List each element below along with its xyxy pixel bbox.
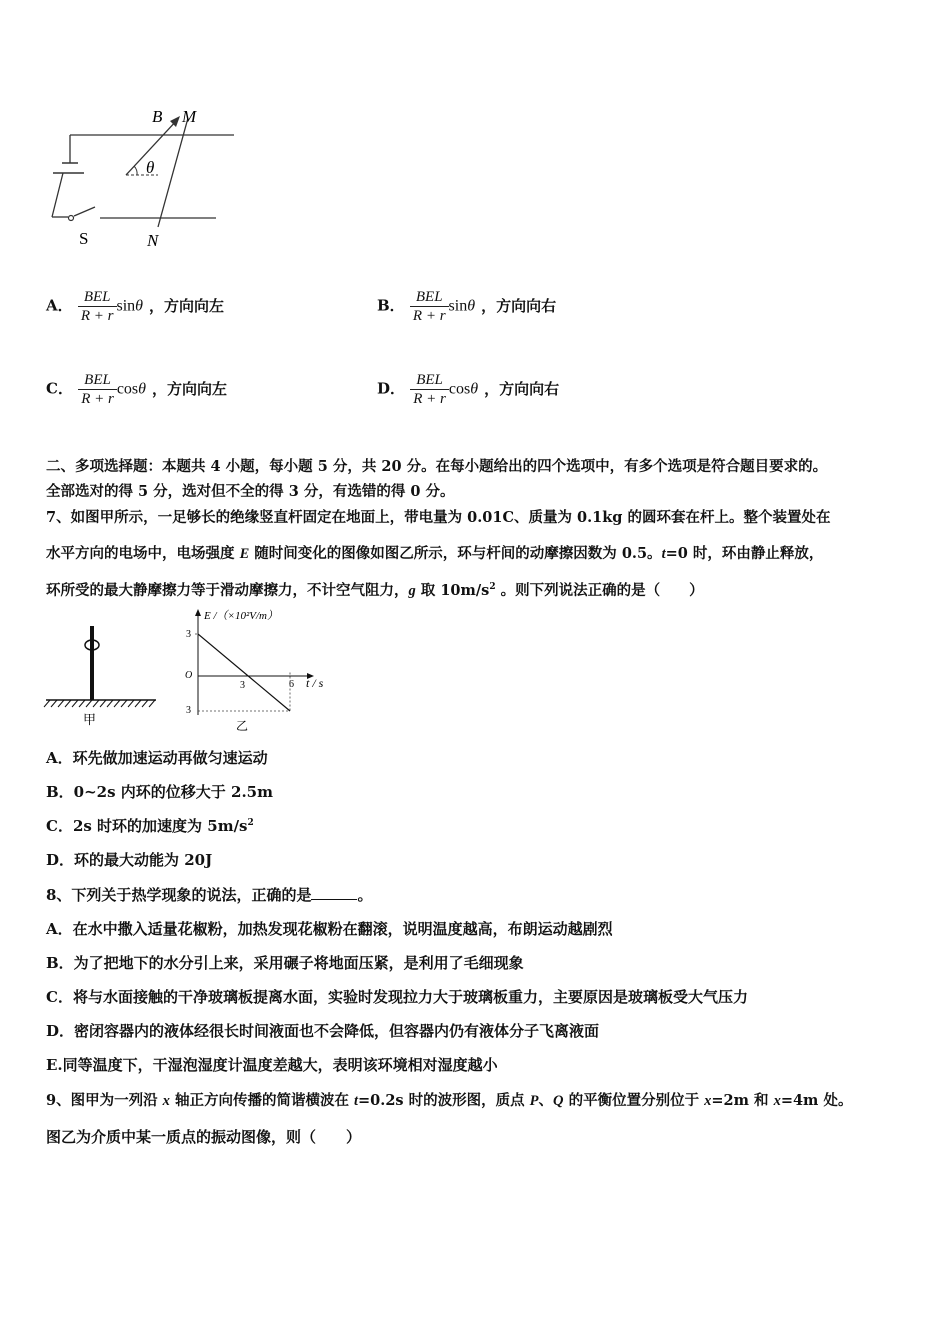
denominator: R + r xyxy=(412,308,446,324)
x-tick-3: 3 xyxy=(240,680,245,691)
symbol-e: E xyxy=(239,546,250,562)
text-run: =0 时，环由静止释放， xyxy=(665,545,824,562)
symbol-p: P xyxy=(529,1093,539,1109)
superscript: 2 xyxy=(489,582,496,593)
text-run: C．2s 时环的加速度为 5m/s xyxy=(46,817,248,835)
superscript: 2 xyxy=(247,818,254,828)
option-d[interactable] xyxy=(377,371,559,408)
q8-option-c[interactable]: C．将与水面接触的干净玻璃板提离水面，实验时发现拉力大于玻璃板重力，主要原因是玻璃板受大气压力 xyxy=(46,988,748,1006)
angle-symbol: θ xyxy=(138,380,146,398)
trig-term xyxy=(117,298,144,315)
label-n: N xyxy=(147,231,159,250)
text-run: =4m 处。 xyxy=(780,1092,853,1109)
option-c[interactable] xyxy=(46,371,227,408)
x-tick-6: 6 xyxy=(289,679,294,690)
option-letter: B． xyxy=(377,296,405,315)
option-b[interactable] xyxy=(377,288,556,325)
symbol-t: t xyxy=(354,1093,359,1109)
text-run: 8、下列关于热学现象的说法，正确的是 xyxy=(46,886,312,904)
y-tick-bottom: 3 xyxy=(186,705,191,716)
y-axis-label: E /（×10²V/m） xyxy=(204,610,278,622)
q8-option-a[interactable]: A．在水中撒入适量花椒粉，加热发现花椒粉在翻滚，说明温度越高，布朗运动越剧烈 xyxy=(46,920,613,938)
q8-stem xyxy=(46,884,372,905)
q7-stem-line1: 7、如图甲所示，一足够长的绝缘竖直杆固定在地面上，带电量为 0.01C、质量为 0.1kg 的圆环套在杆上。整个装置处在 xyxy=(46,509,831,526)
denominator: R + r xyxy=(81,391,114,407)
x-axis-label: t / s xyxy=(306,676,324,690)
trig-func: sin xyxy=(116,297,136,315)
q7-option-c[interactable] xyxy=(46,815,254,836)
symbol-g: g xyxy=(408,583,416,599)
symbol-t: t xyxy=(661,546,666,562)
numerator: BEL xyxy=(78,371,117,390)
trig-func: cos xyxy=(116,380,139,398)
origin-label: O xyxy=(185,670,193,681)
switch-pivot xyxy=(69,216,74,221)
figure-jia xyxy=(40,620,165,730)
symbol-x: x xyxy=(162,1093,170,1109)
option-a[interactable] xyxy=(46,288,224,325)
switch-blade xyxy=(74,207,95,216)
label-b: B xyxy=(152,107,163,126)
ground-hatch xyxy=(44,700,155,707)
section-heading-line2: 全部选对的得 5 分，选对但不全的得 3 分，有选错的得 0 分。 xyxy=(46,483,455,500)
q8-option-e[interactable]: E.同等温度下，干湿泡湿度计温度差越大，表明该环境相对湿度越小 xyxy=(46,1056,498,1074)
angle-symbol: θ xyxy=(470,380,479,398)
option-tail: ，方向向左 xyxy=(149,296,225,315)
e-t-series-line xyxy=(198,634,290,711)
q8-option-b[interactable]: B．为了把地下的水分引上来，采用碾子将地面压紧，是利用了毛细现象 xyxy=(46,954,524,972)
trig-term xyxy=(449,298,476,315)
option-tail: ，方向向右 xyxy=(484,379,560,398)
text-run: 水平方向的电场中，电场强度 xyxy=(46,545,240,562)
y-axis-arrow xyxy=(195,609,201,616)
numerator: BEL xyxy=(410,371,449,390)
option-tail: ，方向向右 xyxy=(481,296,557,315)
section-heading-line1: 二、多项选择题：本题共 4 小题，每小题 5 分，共 20 分。在每小题给出的四个选项中，有多个选项是符合题目要求的。 xyxy=(46,458,828,475)
trig-term xyxy=(117,381,146,398)
option-letter: C． xyxy=(46,379,73,398)
symbol-q: Q xyxy=(553,1093,564,1109)
text-run: 。则下列说法正确的是（ ） xyxy=(495,582,704,599)
symbol-x: x xyxy=(704,1093,712,1109)
text-run: 。 xyxy=(357,886,373,904)
circuit-diagram xyxy=(40,105,250,250)
q7-stem-line2 xyxy=(46,542,823,563)
text-run: =0.2s 时的波形图，质点 xyxy=(358,1092,530,1109)
trig-func: sin xyxy=(448,297,468,315)
q9-stem-line1 xyxy=(46,1089,852,1110)
text-run: 、 xyxy=(538,1092,554,1109)
numerator: BEL xyxy=(78,288,117,307)
text-run: 取 10m/s xyxy=(415,582,490,599)
fraction xyxy=(78,371,117,408)
symbol-x: x xyxy=(773,1093,781,1109)
trig-term xyxy=(449,381,478,398)
q9-stem-line2: 图乙为介质中某一质点的振动图像，则（ ） xyxy=(46,1128,362,1146)
y-tick-top: 3 xyxy=(186,629,191,640)
answer-blank[interactable] xyxy=(311,885,357,900)
q7-option-b[interactable]: B．0~2s 内环的位移大于 2.5m xyxy=(46,783,273,801)
text-run: 9、图甲为一列沿 xyxy=(46,1092,163,1109)
text-run: 轴正方向传播的简谐横波在 xyxy=(169,1092,354,1109)
angle-symbol: θ xyxy=(135,297,144,315)
option-tail: ，方向向左 xyxy=(152,379,228,398)
angle-symbol: θ xyxy=(467,297,476,315)
denominator: R + r xyxy=(80,308,114,324)
text-run: 的平衡位置分别位于 xyxy=(563,1092,705,1109)
label-m: M xyxy=(182,107,197,126)
text-run: 环所受的最大静摩擦力等于滑动摩擦力，不计空气阻力， xyxy=(46,582,409,599)
label-jia: 甲 xyxy=(83,712,97,727)
figure-yi-chart xyxy=(178,603,338,738)
text-run: 随时间变化的图像如图乙所示，环与杆间的动摩擦因数为 0.5。 xyxy=(249,545,662,562)
label-yi: 乙 xyxy=(236,719,249,733)
label-theta: θ xyxy=(146,158,155,177)
fraction xyxy=(410,371,449,408)
fraction xyxy=(410,288,449,325)
fraction xyxy=(78,288,117,325)
denominator: R + r xyxy=(413,391,446,407)
text-run: =2m 和 xyxy=(711,1092,774,1109)
option-letter: A． xyxy=(46,296,73,315)
trig-func: cos xyxy=(448,380,471,398)
left-wire-lower xyxy=(52,173,63,217)
q7-option-a[interactable]: A．环先做加速运动再做匀速运动 xyxy=(46,749,268,767)
q8-option-d[interactable]: D．密闭容器内的液体经很长时间液面也不会降低，但容器内仍有液体分子飞离液面 xyxy=(46,1022,600,1040)
numerator: BEL xyxy=(410,288,449,307)
label-s: S xyxy=(79,229,89,248)
q7-stem-line3 xyxy=(46,579,704,600)
option-letter: D． xyxy=(377,379,406,398)
theta-arc xyxy=(134,166,137,175)
q7-option-d[interactable]: D．环的最大动能为 20J xyxy=(46,851,213,869)
